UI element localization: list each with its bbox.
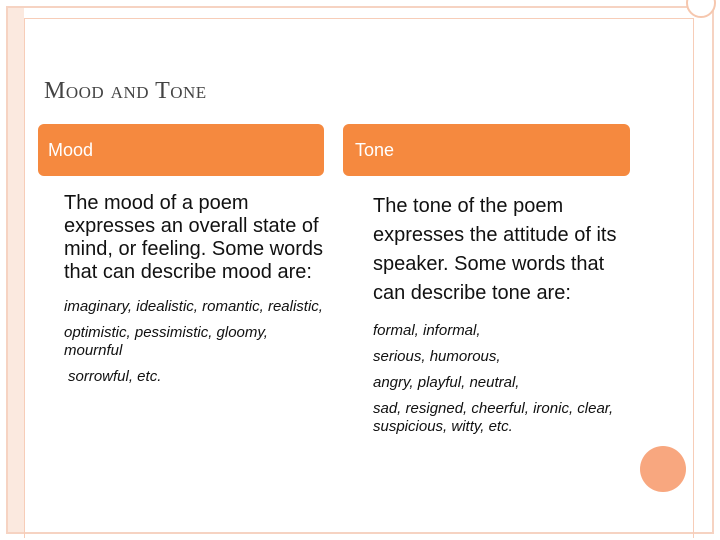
mood-paragraph: The mood of a poem expresses an overall state of mind, or feeling. Some words that can describe mood are: (64, 192, 324, 283)
mood-list-item: imaginary, idealistic, romantic, realistic, (64, 298, 323, 315)
mood-header: Mood (38, 124, 324, 176)
tone-list-item: serious, humorous, (373, 348, 501, 365)
tone-column (373, 192, 635, 444)
slide-title: Mood and Tone (44, 78, 207, 104)
decorative-circle-bottom (640, 446, 686, 492)
mood-list-item: optimistic, pessimistic, gloomy, mournful (64, 324, 268, 359)
tone-list-item: formal, informal, (373, 322, 481, 339)
tone-paragraph: The tone of the poem expresses the attitude of its speaker. Some words that can describe tone are: (373, 195, 617, 304)
tone-list-item: sad, resigned, cheerful, ironic, clear, suspicious, witty, etc. (373, 400, 614, 435)
tone-list-item: angry, playful, neutral, (373, 374, 520, 391)
tone-header: Tone (343, 124, 630, 176)
mood-list-item: sorrowful, etc. (68, 368, 162, 385)
mood-column (64, 192, 326, 394)
